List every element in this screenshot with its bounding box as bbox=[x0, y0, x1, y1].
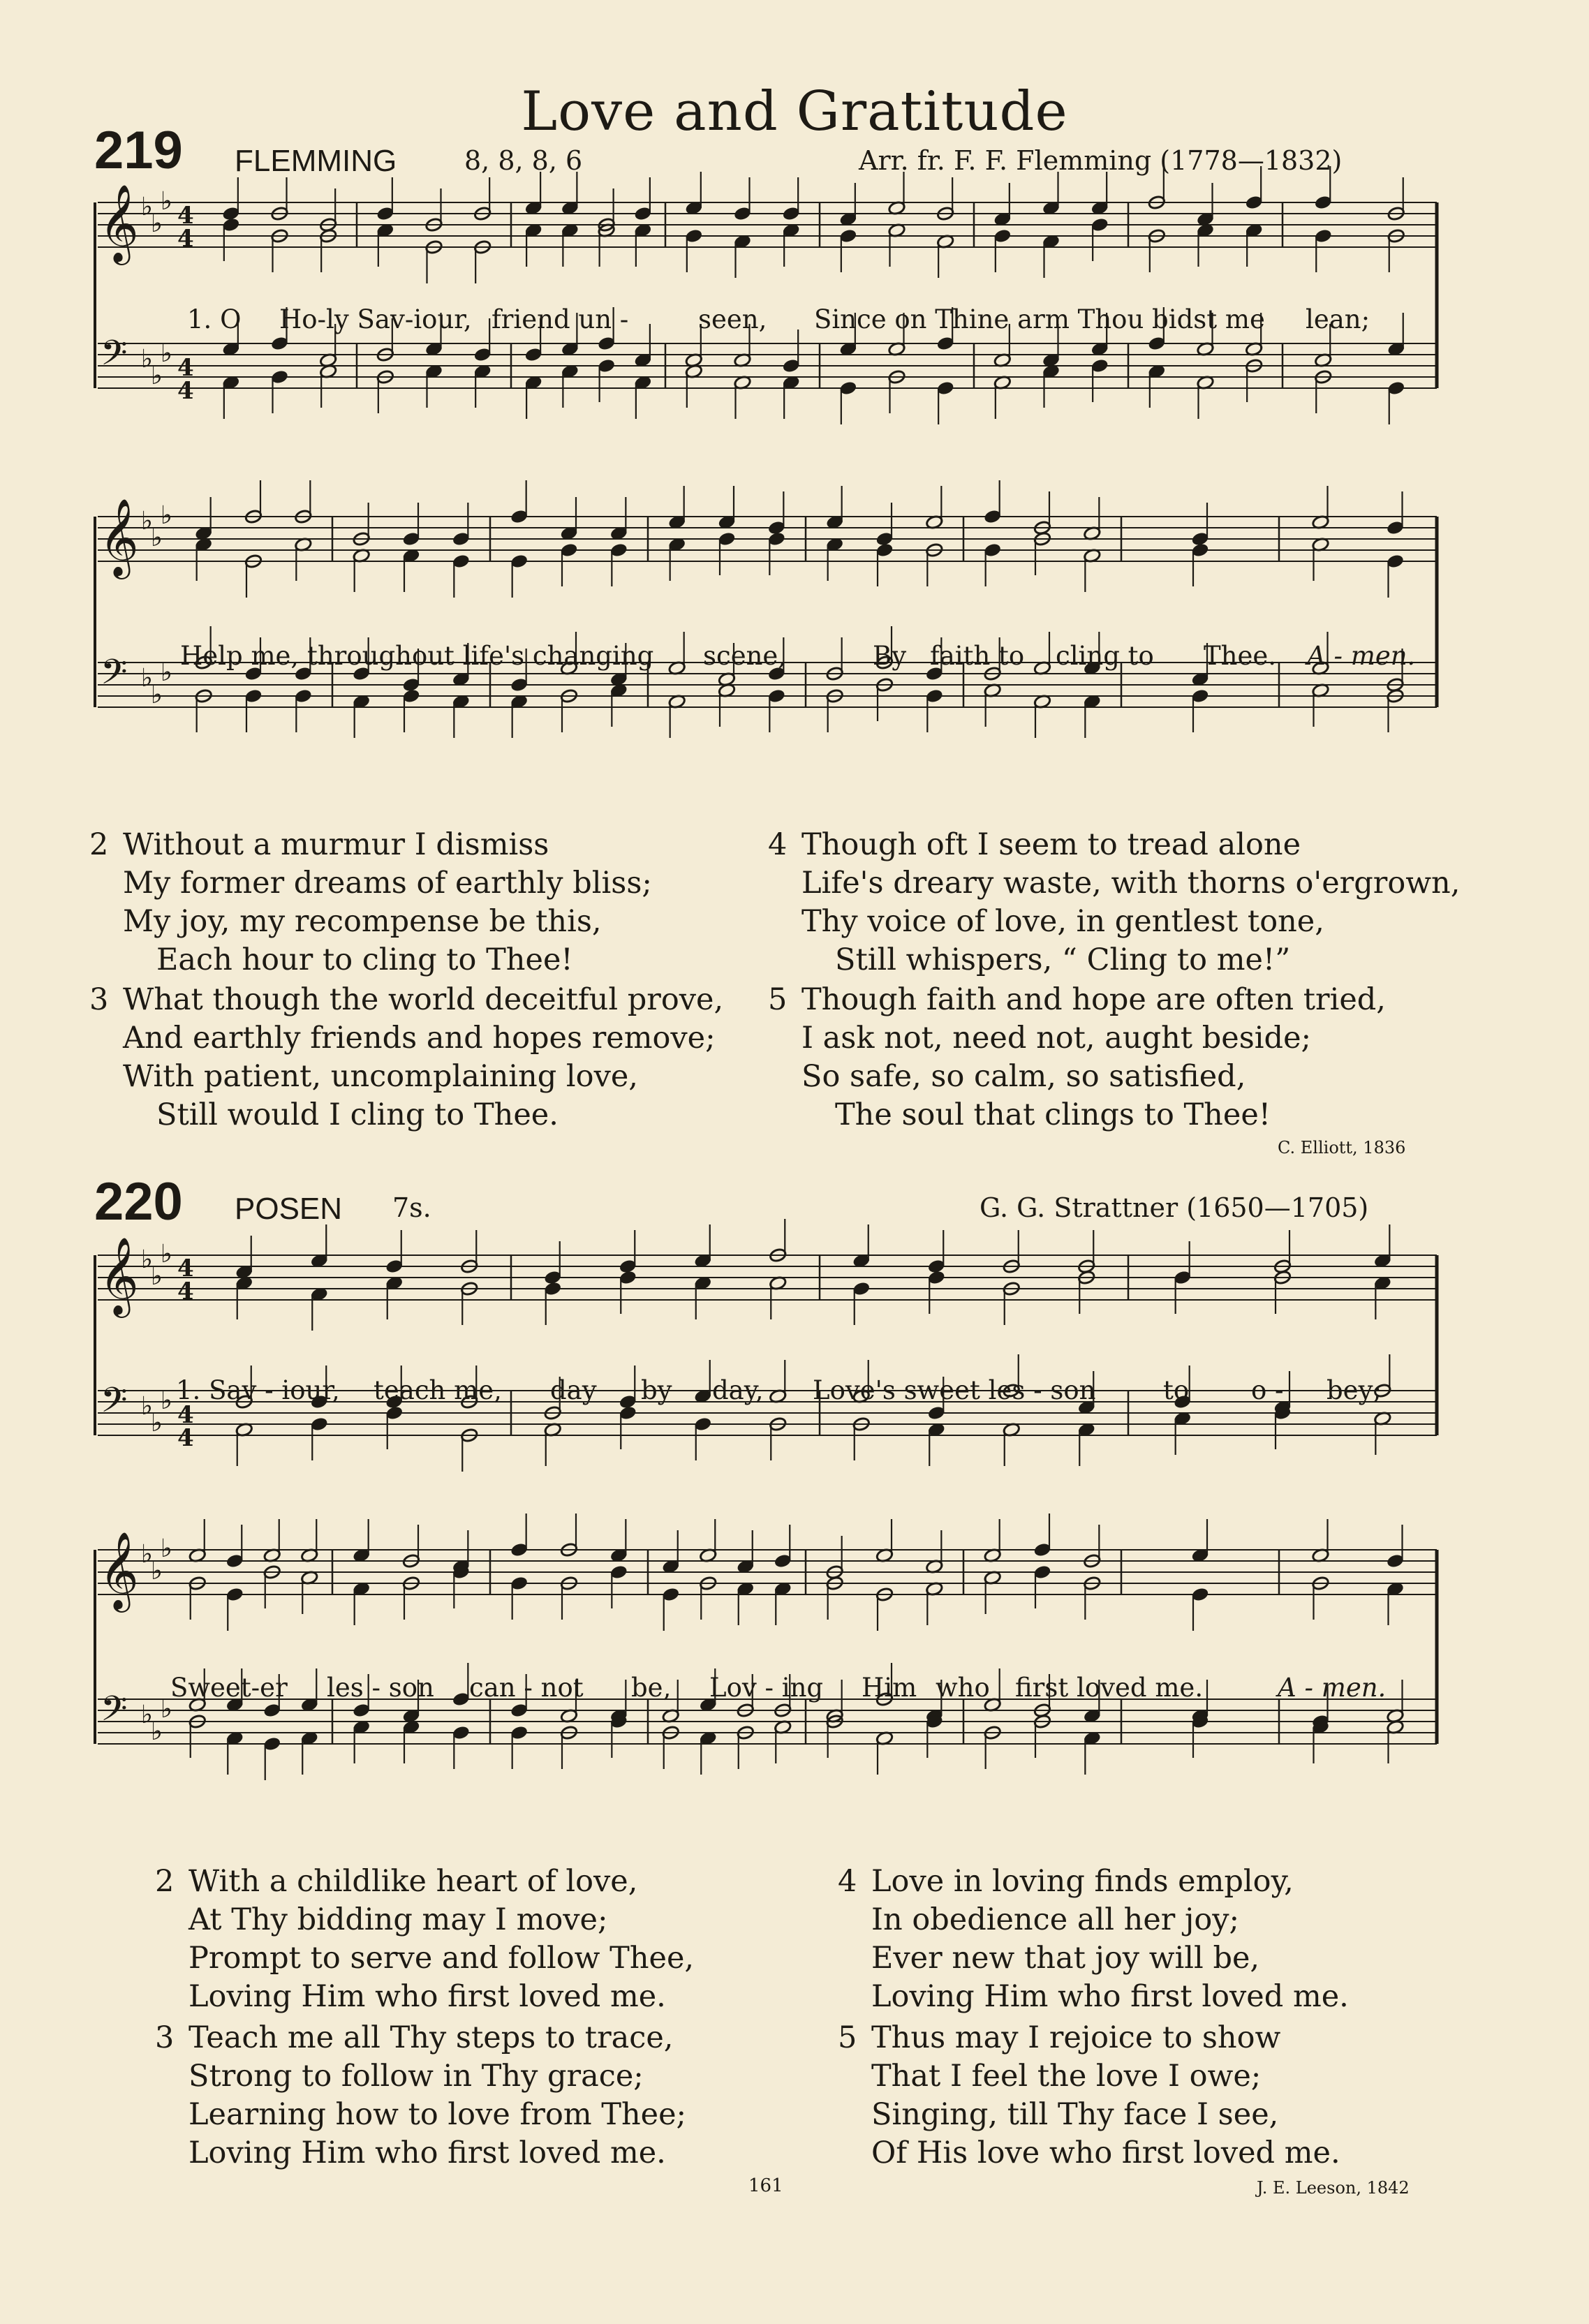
stanza-line: Learning how to love from Thee; bbox=[189, 2097, 687, 2132]
bass-clef-icon: 𝄢 bbox=[101, 1380, 128, 1429]
lyric-syllable: by bbox=[641, 1375, 672, 1405]
time-signature: 4 bbox=[177, 354, 194, 382]
lyric-syllable: who bbox=[936, 1673, 990, 1703]
stanza-line: Thy voice of love, in gentlest tone, bbox=[801, 904, 1324, 939]
flat-icon: ♭ bbox=[141, 1392, 153, 1421]
time-signature: 4 bbox=[177, 1278, 194, 1305]
lyric-syllable: 1. O bbox=[187, 304, 242, 334]
lyric-syllable: A - men. bbox=[1278, 1673, 1387, 1703]
bass-clef-icon: 𝄢 bbox=[101, 652, 128, 701]
lyric-syllable: Sweet-er bbox=[170, 1673, 288, 1703]
stanza-line: Singing, till Thy face I see, bbox=[871, 2097, 1279, 2132]
time-signature: 4 bbox=[177, 202, 194, 230]
stanza-line: Of His love who first loved me. bbox=[871, 2136, 1340, 2170]
stanza-number: 5 bbox=[838, 2020, 857, 2055]
flat-icon: ♭ bbox=[151, 681, 163, 709]
time-signature: 4 bbox=[177, 1424, 194, 1452]
lyric-syllable: teach me, bbox=[374, 1375, 502, 1405]
section-title: Love and Gratitude bbox=[521, 80, 1068, 143]
stanza-line: Though oft I seem to tread alone bbox=[801, 827, 1301, 862]
flat-icon: ♭ bbox=[161, 501, 172, 530]
tune-name: FLEMMING bbox=[235, 144, 397, 178]
stanza bbox=[768, 826, 1460, 979]
composer: Arr. fr. F. F. Flemming (1778—1832) bbox=[859, 145, 1343, 176]
lyric-syllable: By bbox=[873, 641, 907, 671]
lyric-syllable: les - son bbox=[327, 1673, 434, 1703]
stanza bbox=[768, 981, 1386, 1134]
treble-clef-icon: 𝄞 bbox=[99, 184, 139, 262]
stanza-line: Without a murmur I dismiss bbox=[123, 827, 549, 862]
stanza bbox=[838, 1863, 1349, 2016]
stanza-line: Still whispers, “ Cling to me!” bbox=[835, 942, 1291, 977]
stanza-line: Love in loving finds employ, bbox=[871, 1864, 1294, 1899]
stanza bbox=[89, 981, 723, 1134]
stanza-line: In obedience all her joy; bbox=[871, 1902, 1240, 1937]
stanza-line: My former dreams of earthly bliss; bbox=[123, 866, 652, 901]
stanza-line: With patient, uncomplaining love, bbox=[123, 1059, 638, 1094]
treble-clef-icon: 𝄞 bbox=[99, 1531, 139, 1609]
lyric-syllable: to bbox=[1163, 1375, 1190, 1405]
page-number: 161 bbox=[748, 2175, 783, 2196]
lyric-syllable: faith to bbox=[930, 641, 1025, 671]
stanza-line: With a childlike heart of love, bbox=[189, 1864, 638, 1899]
flat-icon: ♭ bbox=[141, 193, 153, 221]
stanza-line: Though faith and hope are often tried, bbox=[801, 982, 1386, 1017]
stanza-number: 2 bbox=[89, 827, 109, 862]
flat-icon: ♭ bbox=[151, 1557, 163, 1585]
flat-icon: ♭ bbox=[161, 1240, 172, 1268]
bass-clef-icon: 𝄢 bbox=[101, 1689, 128, 1738]
stanza-line: My joy, my recompense be this, bbox=[123, 904, 602, 939]
lyric-syllable: first loved me. bbox=[1015, 1673, 1204, 1703]
lyric-syllable: Him bbox=[862, 1673, 917, 1703]
meter: 8, 8, 8, 6 bbox=[464, 145, 583, 176]
author-credit: C. Elliott, 1836 bbox=[1278, 1138, 1406, 1157]
lyric-syllable: A - men. bbox=[1307, 641, 1416, 671]
flat-icon: ♭ bbox=[151, 1262, 163, 1291]
stanza-line: Still would I cling to Thee. bbox=[156, 1097, 559, 1132]
meter: 7s. bbox=[392, 1192, 431, 1223]
stanza bbox=[155, 1863, 694, 2016]
stanza-line: Loving Him who first loved me. bbox=[871, 1979, 1349, 2014]
lyric-syllable: day bbox=[550, 1375, 597, 1405]
stanza-line: Ever new that joy will be, bbox=[871, 1941, 1260, 1976]
stanza-number: 4 bbox=[768, 827, 788, 862]
flat-icon: ♭ bbox=[141, 1540, 153, 1569]
stanza-line: Thus may I rejoice to show bbox=[871, 2020, 1281, 2055]
time-signature: 4 bbox=[177, 1401, 194, 1429]
stanza-line: Each hour to cling to Thee! bbox=[156, 942, 573, 977]
stanza-line: The soul that clings to Thee! bbox=[835, 1097, 1271, 1132]
stanza-line: Loving Him who first loved me. bbox=[189, 2136, 666, 2170]
lyric-syllable: Lov - ing bbox=[709, 1673, 824, 1703]
flat-icon: ♭ bbox=[151, 362, 163, 390]
stanza-number: 2 bbox=[155, 1864, 175, 1899]
lyric-syllable: day, bbox=[712, 1375, 764, 1405]
flat-icon: ♭ bbox=[141, 345, 153, 373]
flat-icon: ♭ bbox=[161, 339, 172, 368]
stanza-number: 4 bbox=[838, 1864, 857, 1899]
stanza-number: 5 bbox=[768, 982, 788, 1017]
lyric-syllable: Since on Thine arm Thou bidst me bbox=[814, 304, 1265, 334]
stanza bbox=[89, 826, 652, 979]
stanza-line: Strong to follow in Thy grace; bbox=[189, 2059, 644, 2094]
stanza-line: Prompt to serve and follow Thee, bbox=[189, 1941, 695, 1976]
flat-icon: ♭ bbox=[161, 658, 172, 687]
author-credit: J. E. Leeson, 1842 bbox=[1257, 2178, 1410, 2198]
stanza-line: Teach me all Thy steps to trace, bbox=[189, 2020, 674, 2055]
lyric-syllable: Thee. bbox=[1204, 641, 1277, 671]
flat-icon: ♭ bbox=[141, 507, 153, 535]
treble-clef-icon: 𝄞 bbox=[99, 498, 139, 576]
time-signature: 4 bbox=[177, 377, 194, 405]
lyric-syllable: friend un - bbox=[492, 304, 629, 334]
flat-icon: ♭ bbox=[141, 1701, 153, 1729]
stanza-line: What though the world deceitful prove, bbox=[123, 982, 724, 1017]
time-signature: 4 bbox=[177, 1254, 194, 1282]
stanza-line: At Thy bidding may I move; bbox=[189, 1902, 608, 1937]
lyric-syllable: o - bbox=[1251, 1375, 1284, 1405]
bass-clef-icon: 𝄢 bbox=[101, 333, 128, 382]
treble-clef-icon: 𝄞 bbox=[99, 1236, 139, 1315]
flat-icon: ♭ bbox=[161, 1695, 172, 1724]
flat-icon: ♭ bbox=[151, 209, 163, 238]
hymn-number: 220 bbox=[94, 1172, 183, 1231]
lyric-syllable: can - not bbox=[469, 1673, 584, 1703]
lyric-syllable: Ho-ly Sav-iour, bbox=[279, 304, 472, 334]
flat-icon: ♭ bbox=[151, 1717, 163, 1746]
stanza-number: 3 bbox=[155, 2020, 175, 2055]
flat-icon: ♭ bbox=[141, 1245, 153, 1274]
lyric-syllable: seen, bbox=[698, 304, 767, 334]
lyric-syllable: Love's sweet les - son bbox=[813, 1375, 1096, 1405]
lyric-syllable: be, bbox=[631, 1673, 672, 1703]
lyric-syllable: 1. Sav - iour, bbox=[176, 1375, 340, 1405]
stanza-line: Life's dreary waste, with thorns o'ergrown, bbox=[801, 866, 1461, 901]
stanza-line: So safe, so calm, so satisfied, bbox=[801, 1059, 1246, 1094]
stanza-line: I ask not, need not, aught beside; bbox=[801, 1021, 1312, 1056]
stanza bbox=[838, 2019, 1340, 2173]
stanza-number: 3 bbox=[89, 982, 109, 1017]
composer: G. G. Strattner (1650—1705) bbox=[980, 1192, 1369, 1223]
lyric-syllable: Help me, throughout life's changing bbox=[180, 641, 654, 671]
stanza-line: That I feel the love I owe; bbox=[871, 2059, 1262, 2094]
lyric-syllable: scene, bbox=[703, 641, 787, 671]
flat-icon: ♭ bbox=[151, 1409, 163, 1437]
stanza-line: And earthly friends and hopes remove; bbox=[123, 1021, 716, 1056]
flat-icon: ♭ bbox=[161, 1386, 172, 1415]
lyric-syllable: cling to bbox=[1056, 641, 1154, 671]
stanza-line: Loving Him who first loved me. bbox=[189, 1979, 666, 2014]
flat-icon: ♭ bbox=[141, 664, 153, 693]
hymn-number: 219 bbox=[94, 121, 183, 180]
flat-icon: ♭ bbox=[161, 1534, 172, 1563]
stanza bbox=[155, 2019, 686, 2173]
flat-icon: ♭ bbox=[161, 187, 172, 216]
time-signature: 4 bbox=[177, 225, 194, 253]
flat-icon: ♭ bbox=[151, 524, 163, 552]
lyric-syllable: lean; bbox=[1306, 304, 1370, 334]
lyric-syllable: bey; bbox=[1326, 1375, 1382, 1405]
tune-name: POSEN bbox=[235, 1192, 343, 1226]
